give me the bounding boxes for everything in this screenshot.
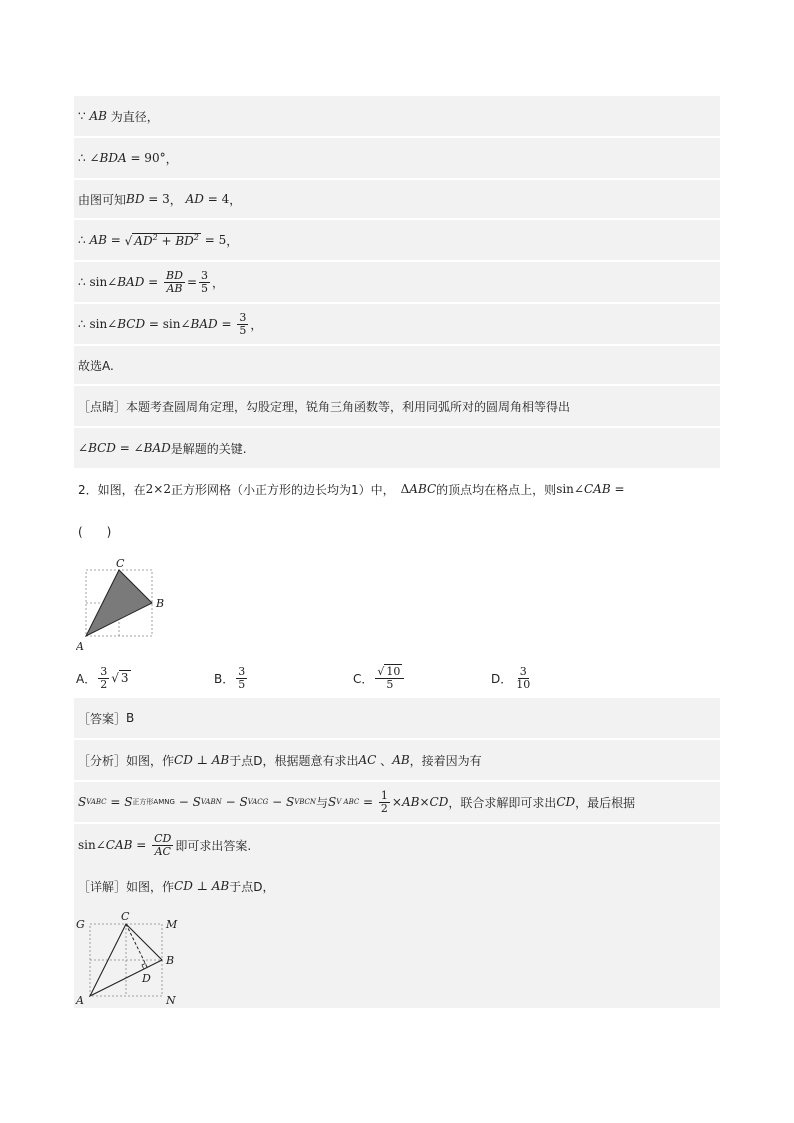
comment-label: ［点睛］ — [78, 399, 127, 414]
analysis-label: ［分析］ — [78, 753, 127, 768]
question-2-paren — [74, 514, 720, 548]
analysis-line-1: ［分析］ 如图，作 CD ⊥ AB 于点D，根据题意有求出 AC 、 AB ，接着因为有 — [74, 740, 720, 780]
solution-line-6: ∴ sin∠ BCD = sin∠ BAD = $\frac{3}{5}$ ， — [74, 304, 720, 344]
solution-line-2: ∴ ∠ BDA = 90° ， — [74, 138, 720, 178]
comment-text: 本题考查圆周角定理，勾股定理，锐角三角函数等，利用同弧所对的圆周角相等得出 — [126, 399, 571, 414]
label-g: G — [76, 918, 85, 931]
solution-line-5: ∴ sin∠ BAD = $\frac{BD}{AB}$ = $\frac{3}{5}$ ， — [74, 262, 720, 302]
answer-line — [74, 698, 720, 738]
analysis-line-2: S VABC = S 正方形AMNG − S VABN − S VACG − S VBCN 与 S V ABC = $\frac{1}{2}$ × AB × CD ，联合求解即可求出 CD ，最后根据 — [74, 782, 720, 822]
option-b[interactable]: B． $\frac{3}{5}$ — [214, 664, 246, 691]
label-a: A — [76, 640, 84, 653]
solution-line-3-text: 由图可知 — [78, 192, 127, 207]
label-b: B — [156, 597, 165, 610]
option-c[interactable]: C． $\frac{√ 10}{5}$ — [353, 662, 406, 694]
analysis-line-3: sin∠ CAB = $\frac{CD}{AC}$ 即可求出答案. — [74, 824, 720, 866]
figure-triangle-grid — [76, 556, 172, 654]
grid-size: 2×2 — [145, 482, 171, 496]
comment-text-2: 是解题的关键. — [170, 441, 247, 456]
choose-text: 故选A. — [78, 358, 114, 373]
label-c2: C — [121, 910, 130, 923]
label-n: N — [166, 994, 176, 1007]
label-c: C — [116, 557, 125, 570]
stem-middle: 正方形网格（小正方形的边长均为1）中， — [170, 482, 395, 497]
label-d: D — [142, 972, 151, 985]
answer-paren: ( ) — [78, 524, 112, 539]
solution-line-3: 由图可知 BD = 3 ， AD = 4 ， — [74, 180, 720, 218]
comment-line-1 — [74, 386, 720, 426]
figure-detail-grid — [74, 906, 186, 1008]
answer-value: B — [126, 711, 135, 725]
question-2-stem: 2．如图，在 2×2 正方形网格（小正方形的边长均为1）中， Δ ABC 的顶点均在格点上，则 sin∠ CAB = — [78, 482, 625, 497]
because-symbol: ∵ — [78, 109, 86, 123]
stem-prefix: 2．如图，在 — [78, 482, 146, 497]
option-d[interactable]: D． $\frac{3}{10}$ — [491, 664, 531, 691]
solution-line-4: ∴ AB = √ $AD^2 + BD^2$ = 5 ， — [74, 220, 720, 260]
comment-line-2: ∠ BCD = ∠ BAD 是解题的关键. — [74, 428, 720, 468]
label-m: M — [166, 918, 178, 931]
stem-suffix: 的顶点均在格点上，则 — [436, 482, 557, 497]
option-a[interactable]: A． $\frac{3}{2}$ √ 3 — [76, 664, 129, 691]
detail-label: ［详解］ — [78, 879, 127, 894]
answer-label: ［答案］ — [78, 711, 127, 726]
label-b2: B — [166, 954, 175, 967]
solution-line-1-text: 为直径， — [110, 109, 159, 124]
altitude-cd — [126, 924, 147, 967]
solution-line-1: ∵ AB 为直径， — [74, 96, 720, 136]
choose-line — [74, 346, 720, 384]
right-angle-mark — [142, 963, 146, 968]
label-a2: A — [76, 994, 84, 1007]
detail-line-1: ［详解］ 如图，作 CD ⊥ AB 于点D， — [74, 866, 720, 906]
